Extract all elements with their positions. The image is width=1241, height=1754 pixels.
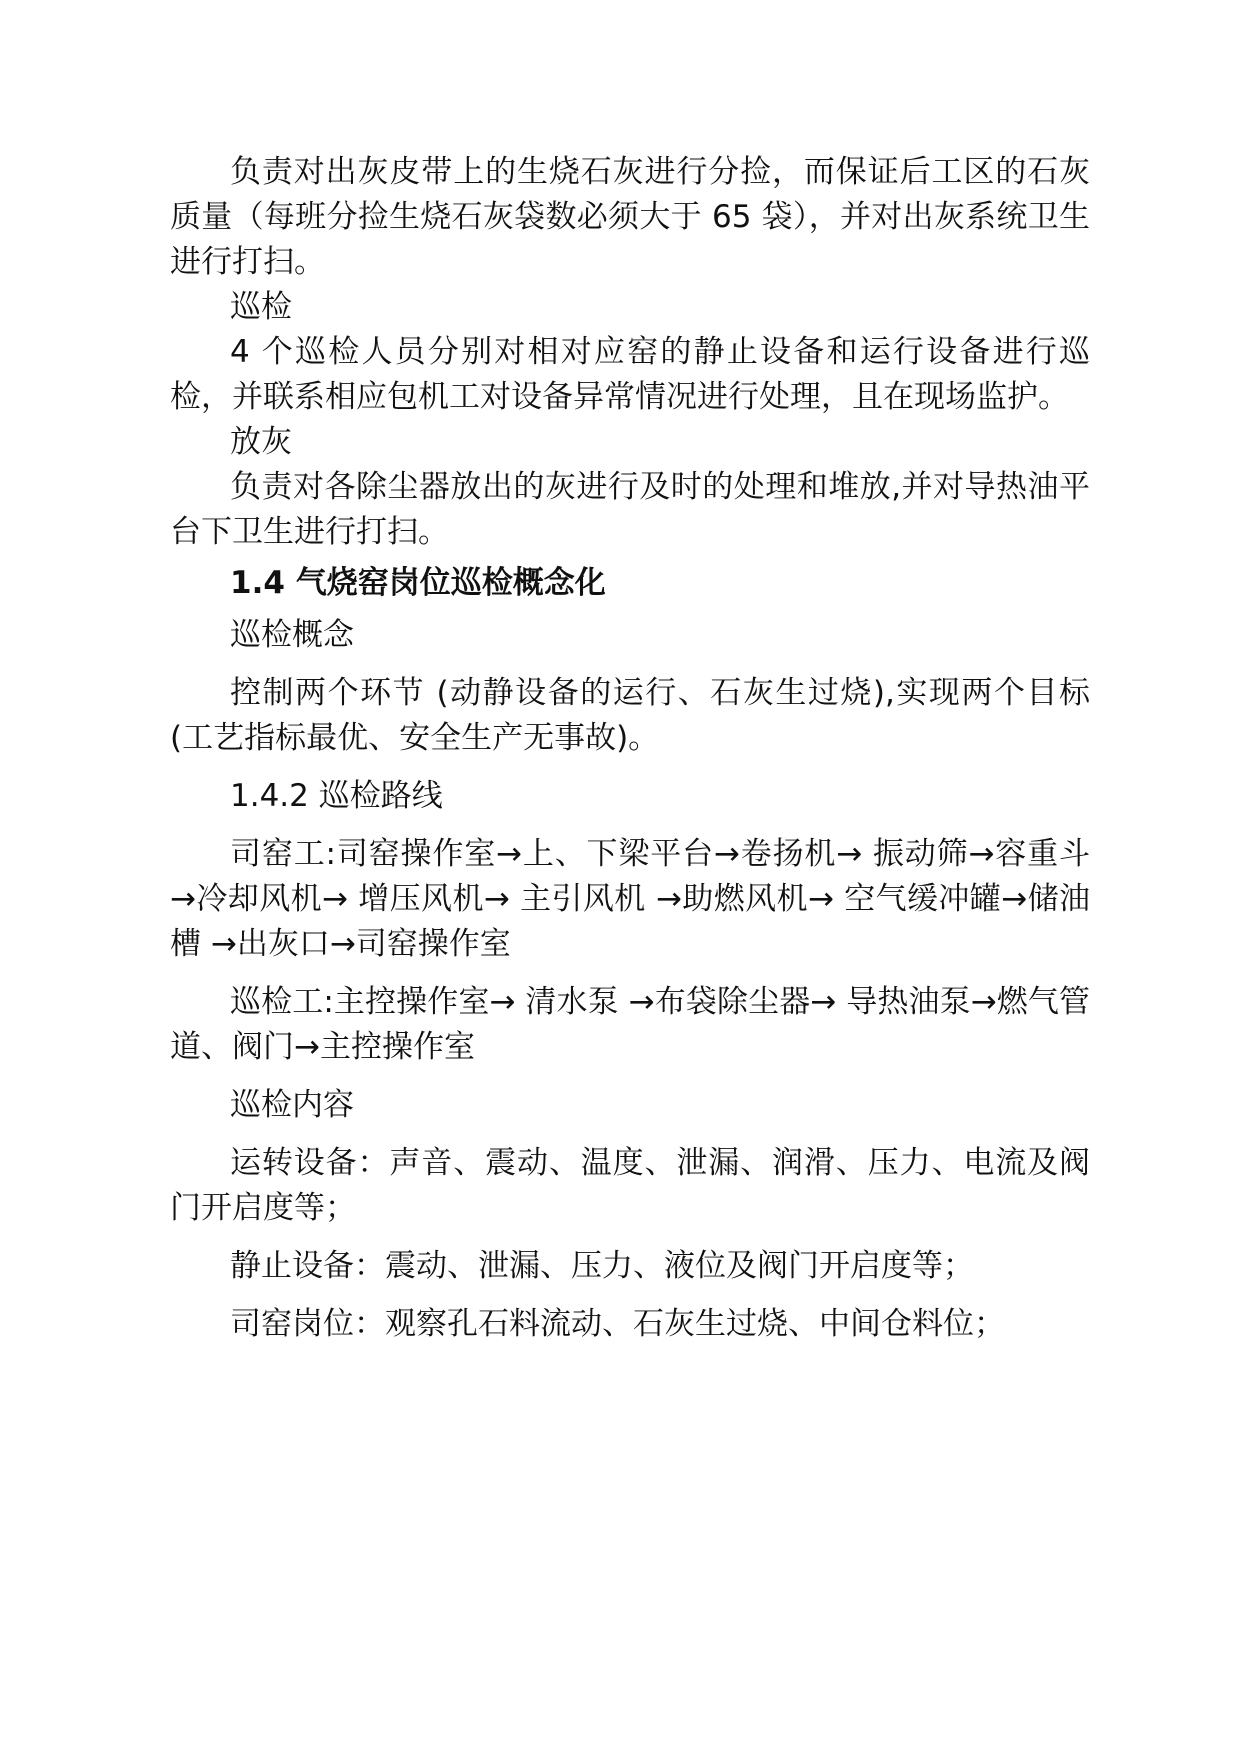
paragraph-inspection-duty: 4 个巡检人员分别对相对应窑的静止设备和运行设备进行巡检，并联系相应包机工对设备异常情况进行处理，且在现场监护。 [170,334,1090,415]
section-label-inspection: 巡检 [230,289,292,325]
section-label-inspection-content: 巡检内容 [230,1087,354,1123]
section-heading-1-4-2: 1.4.2 巡检路线 [230,778,443,814]
section-label-ash-discharge: 放灰 [230,424,292,460]
document-body [170,150,1090,1360]
paragraph-static-equipment: 静止设备：震动、泄漏、压力、液位及阀门开启度等； [230,1248,974,1284]
section-heading-1-4: 1.4 气烧窑岗位巡检概念化 [230,565,606,601]
paragraph-kiln-operator-route: 司窑工:司窑操作室→上、下梁平台→卷扬机→ 振动筛→容重斗→冷却风机→ 增压风机→ 主引风机 →助燃风机→ 空气缓冲罐→储油槽 →出灰口→司窑操作室 [170,836,1090,962]
paragraph-sorting-duty: 负责对出灰皮带上的生烧石灰进行分捡，而保证后工区的石灰质量（每班分捡生烧石灰袋数必须大于 65 袋），并对出灰系统卫生进行打扫。 [170,154,1090,280]
paragraph-inspector-route: 巡检工:主控操作室→ 清水泵 →布袋除尘器→ 导热油泵→燃气管道、阀门→主控操作室 [170,984,1090,1065]
section-label-inspection-concept: 巡检概念 [230,617,354,653]
paragraph-ash-discharge-duty: 负责对各除尘器放出的灰进行及时的处理和堆放,并对导热油平台下卫生进行打扫。 [170,469,1090,550]
paragraph-control-goals: 控制两个环节 (动静设备的运行、石灰生过烧),实现两个目标(工艺指标最优、安全生产无事故)。 [170,675,1090,756]
paragraph-running-equipment: 运转设备：声音、震动、温度、泄漏、润滑、压力、电流及阀门开启度等； [170,1145,1090,1226]
paragraph-kiln-post: 司窑岗位：观察孔石料流动、石灰生过烧、中间仓料位； [230,1306,1005,1342]
